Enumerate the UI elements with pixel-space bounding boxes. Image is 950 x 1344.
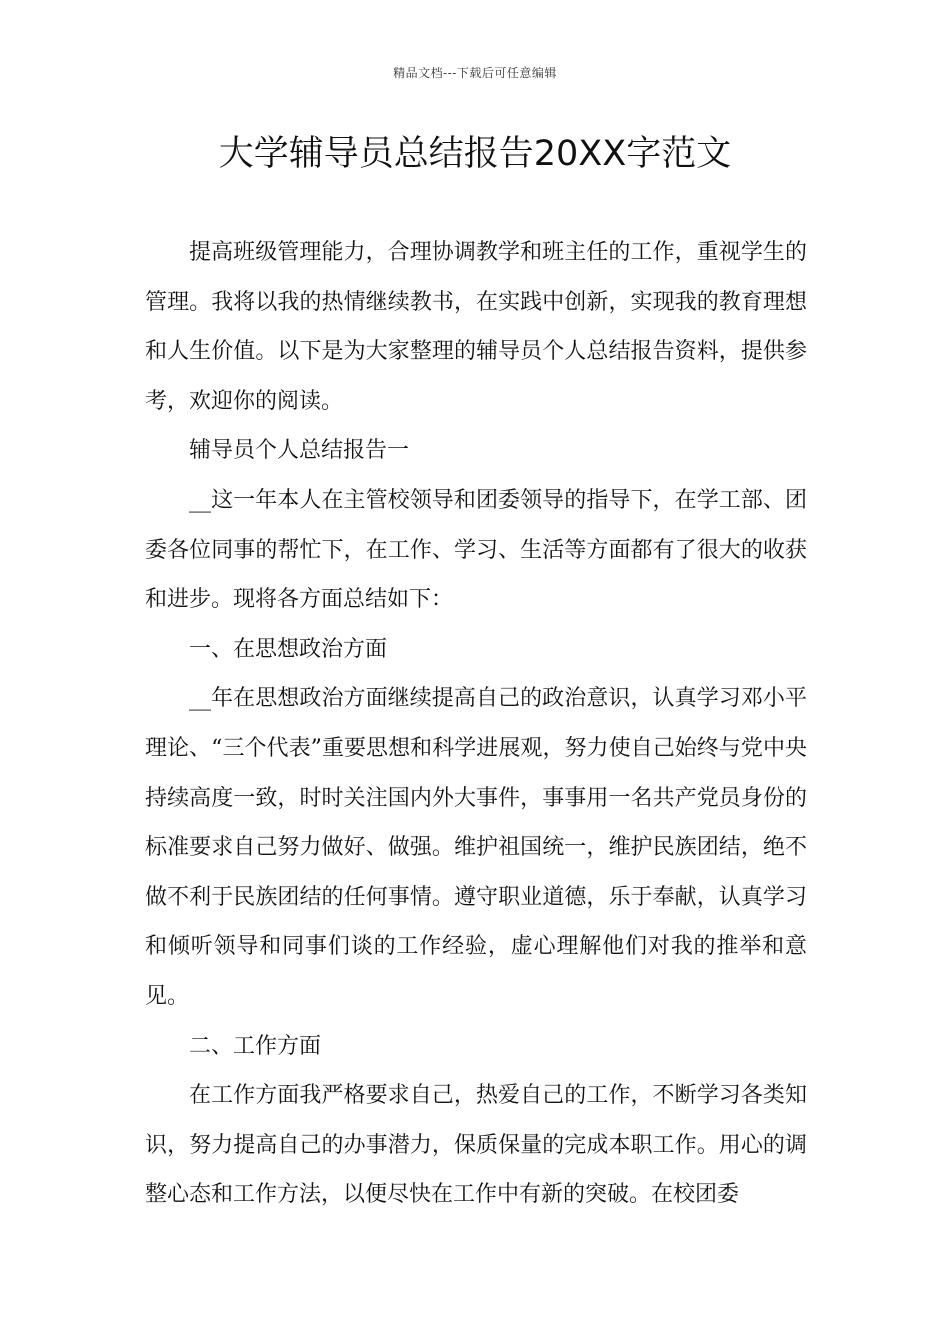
header-note: 精品文档---下载后可任意编辑 — [393, 66, 557, 80]
paragraph-overview: __这一年本人在主管校领导和团委领导的指导下，在学工部、团委各位同事的帮忙下，在工作、学习、生活等方面都有了很大的收获和进步。现将各方面总结如下： — [145, 487, 807, 613]
section-heading-report-one: 辅导员个人总结报告一 — [189, 438, 410, 464]
paragraph-politics: __年在思想政治方面继续提高自己的政治意识，认真学习邓小平理论、“三个代表”重要思想和科学进展观，努力使自己始终与党中央持续高度一致，时时关注国内外大事件，事事用一名共产党员身份的标准要求自己努力做好、做强。维护祖国统一，维护民族团结，绝不做不利于民族团结的任何事情。遵守职业道德，乐于奉献，认真学习和倾听领导和同事们谈的工作经验，虚心理解他们对我的推举和意见。 — [145, 686, 807, 1009]
document-body — [145, 228, 807, 1220]
section-heading-work: 二、工作方面 — [189, 1033, 322, 1059]
paragraph-intro: 提高班级管理能力，合理协调教学和班主任的工作，重视学生的管理。我将以我的热情继续教书，在实践中创新，实现我的教育理想和人生价值。以下是为大家整理的辅导员个人总结报告资料，提供参考，欢迎你的阅读。 — [145, 240, 807, 414]
paragraph-work: 在工作方面我严格要求自己，热爱自己的工作，不断学习各类知识，努力提高自己的办事潜力，保质保量的完成本职工作。用心的调整心态和工作方法，以便尽快在工作中有新的突破。在校团委 — [145, 1083, 807, 1208]
document-title: 大学辅导员总结报告20XX字范文 — [218, 134, 732, 174]
section-heading-politics: 一、在思想政治方面 — [189, 636, 388, 662]
